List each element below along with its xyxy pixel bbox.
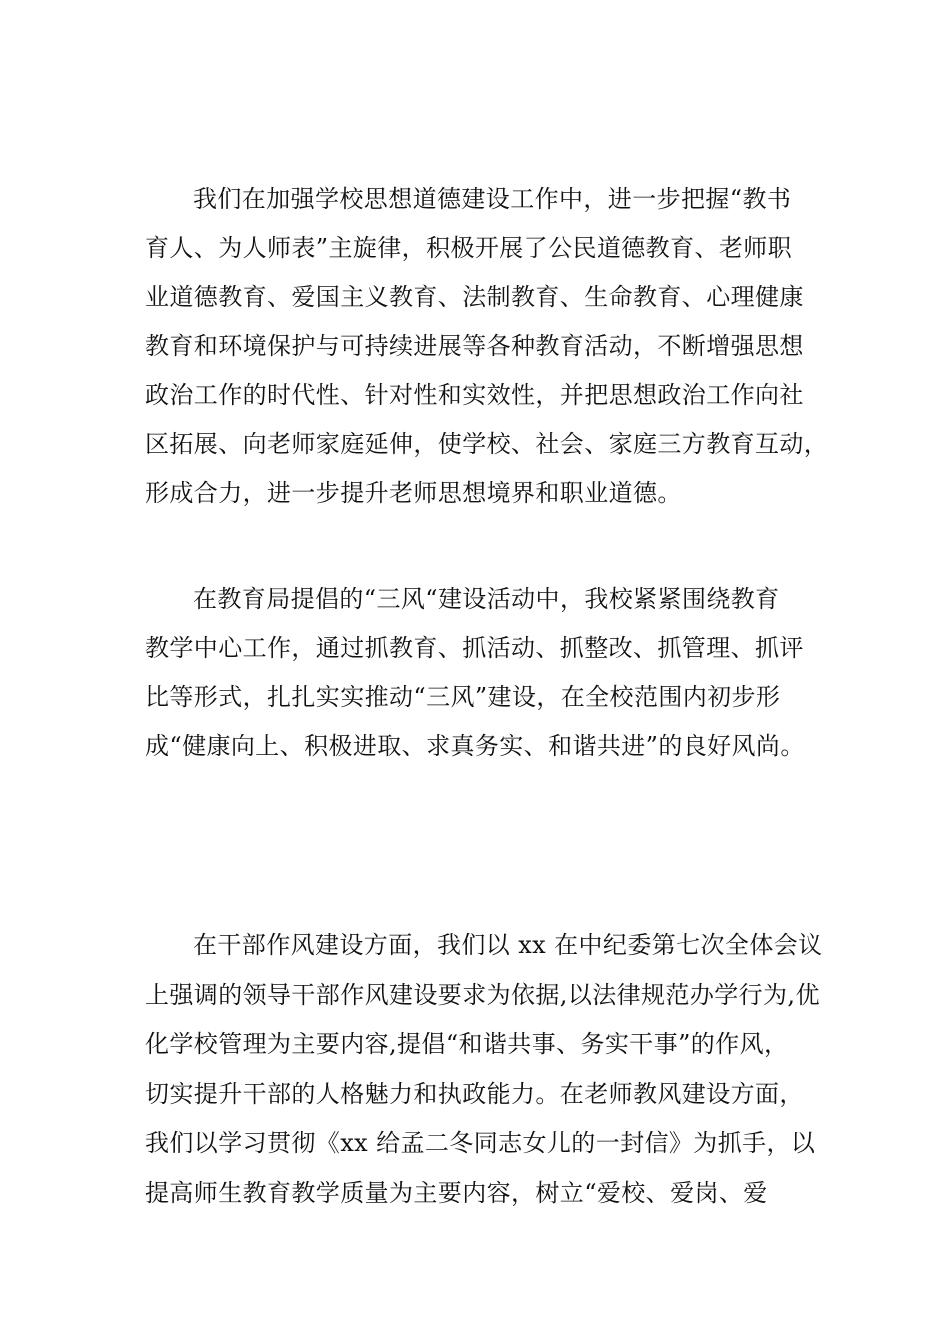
paragraph-line: 教学中心工作，通过抓教育、抓活动、抓整改、抓管理、抓评	[145, 634, 804, 662]
paragraph-three-styles	[145, 575, 825, 771]
paragraph-line: 化学校管理为主要内容,提倡“和谐共事、务实干事”的作风，	[145, 1030, 789, 1058]
paragraph-line: 业道德教育、爱国主义教育、法制教育、生命教育、心理健康	[145, 283, 804, 311]
paragraph-line: 在干部作风建设方面，我们以 xx 在中纪委第七次全体会议	[193, 931, 823, 959]
paragraph-line: 成“健康向上、积极进取、求真务实、和谐共进”的良好风尚。	[145, 732, 805, 760]
paragraph-line: 在教育局提倡的“三风“建设活动中，我校紧紧围绕教育	[193, 585, 780, 613]
paragraph-line: 上强调的领导干部作风建设要求为依据,以法律规范办学行为,优	[145, 980, 820, 1009]
paragraph-line: 提高师生教育教学质量为主要内容，树立“爱校、爱岗、爱	[145, 1178, 768, 1207]
paragraph-line: 教育和环境保护与可持续进展等各种教育活动，不断增强思想	[145, 332, 804, 360]
paragraph-moral-education	[145, 175, 829, 518]
paragraph-line: 切实提升干部的人格魅力和执政能力。在老师教风建设方面，	[145, 1079, 804, 1108]
paragraph-line: 政治工作的时代性、针对性和实效性，并把思想政治工作向社	[145, 381, 804, 409]
paragraph-line: 育人、为人师表”主旋律，积极开展了公民道德教育、老师职	[145, 234, 793, 262]
paragraph-line: 形成合力，进一步提升老师思想境界和职业道德。	[145, 479, 682, 507]
paragraph-line: 我们以学习贯彻《xx 给孟二冬同志女儿的一封信》为抓手，以	[145, 1129, 816, 1157]
paragraph-line: 比等形式，扎扎实实推动“三风”建设，在全校范围内初步形	[145, 683, 781, 711]
paragraph-line: 区拓展、向老师家庭延伸，使学校、社会、家庭三方教育互动，	[145, 430, 829, 458]
paragraph-line: 我们在加强学校思想道德建设工作中，进一步把握“教书	[193, 185, 792, 213]
paragraph-cadre-style	[145, 921, 825, 1218]
